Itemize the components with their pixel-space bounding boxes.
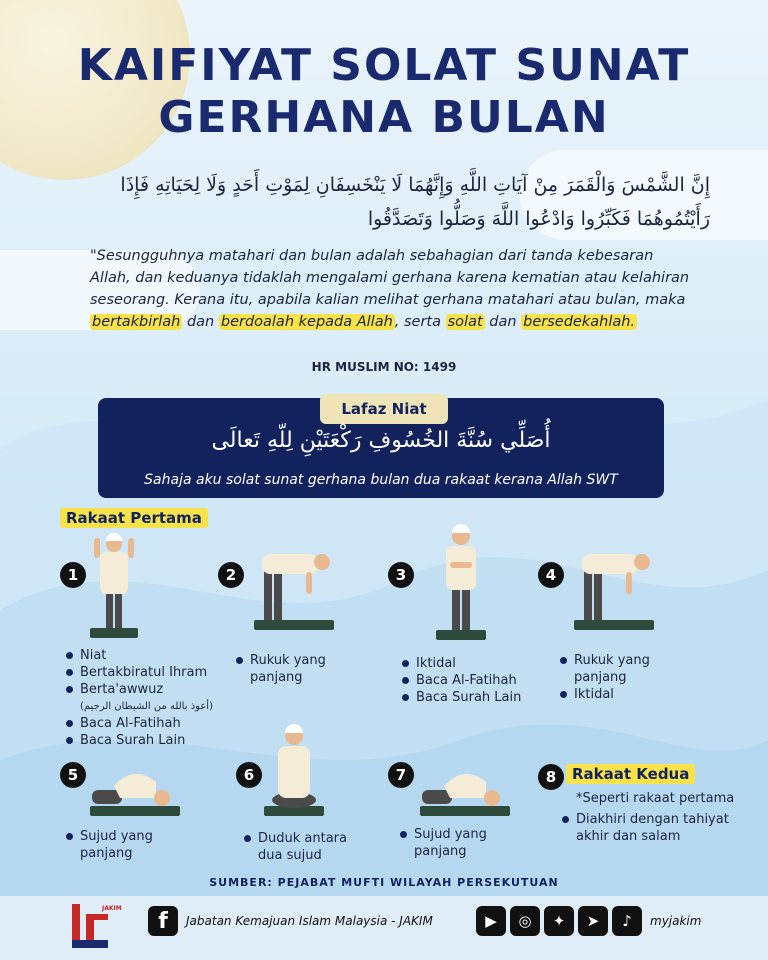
sujud-figure — [414, 756, 514, 818]
list-item: (أعوذ بالله من الشيطان الرجيم) — [80, 701, 213, 712]
title-line-2: GERHANA BULAN — [158, 92, 610, 143]
translation-text: , serta — [394, 314, 446, 330]
youtube-icon[interactable]: ▶ — [476, 906, 506, 936]
list-item: Baca Al-Fatihah — [402, 672, 521, 689]
step-7-list — [400, 826, 520, 860]
sujud-figure — [84, 756, 184, 818]
niat-label: Lafaz Niat — [320, 394, 448, 424]
step-number: 1 — [60, 562, 86, 588]
list-item: Baca Surah Lain — [402, 689, 521, 706]
twitter-icon[interactable]: ✦ — [544, 906, 574, 936]
step-8-list — [562, 790, 742, 845]
instagram-icon[interactable]: ◎ — [510, 906, 540, 936]
niat-translation: Sahaja aku solat sunat gerhana bulan dua rakaat kerana Allah SWT — [144, 472, 618, 488]
list-item: Sujud yang panjang — [66, 828, 186, 862]
tiktok-icon[interactable]: ♪ — [612, 906, 642, 936]
list-item: Sujud yang panjang — [400, 826, 520, 860]
list-item: Diakhiri dengan tahiyat akhir dan salam — [562, 811, 742, 845]
highlight-text: bertakbirlah — [92, 314, 181, 330]
step-1-list — [66, 647, 213, 749]
list-item: Niat — [66, 647, 213, 664]
list-item: Iktidal — [402, 655, 521, 672]
list-item: Iktidal — [560, 686, 670, 703]
step-3-list — [402, 655, 521, 706]
page-title — [0, 40, 768, 144]
section-rakaat-kedua: Rakaat Kedua — [566, 764, 695, 784]
facebook-icon[interactable]: f — [148, 906, 178, 936]
hadith-translation — [90, 245, 690, 333]
hadith-source: HR MUSLIM NO: 1499 — [311, 360, 457, 374]
highlight-text: berdoalah kepada Allah — [220, 314, 393, 330]
rukuk-figure — [564, 540, 664, 632]
list-item: Rukuk yang panjang — [236, 652, 346, 686]
step-number: 7 — [388, 762, 414, 788]
niat-arabic: أُصَلِّي سُنَّةَ الخُسُوفِ رَكْعَتَيْنِ لِلّهِ تَعالَى — [211, 428, 551, 453]
list-item: Duduk antara dua sujud — [244, 830, 374, 864]
list-item: Baca Al-Fatihah — [66, 715, 213, 732]
standing-takbir-figure — [84, 530, 144, 640]
social-handle: myjakim — [650, 914, 702, 928]
list-item: Baca Surah Lain — [66, 732, 213, 749]
telegram-icon[interactable]: ➤ — [578, 906, 608, 936]
source-credit: SUMBER: PEJABAT MUFTI WILAYAH PERSEKUTUAN — [209, 876, 559, 889]
jakim-logo-text: JAKIM — [102, 905, 122, 912]
facebook-label[interactable]: Jabatan Kemajuan Islam Malaysia - JAKIM — [186, 914, 433, 928]
section-rakaat-pertama: Rakaat Pertama — [60, 508, 208, 528]
step-2-list — [236, 652, 346, 686]
rukuk-figure — [244, 540, 344, 632]
list-item: *Seperti rakaat pertama — [576, 791, 735, 806]
step-number: 3 — [388, 562, 414, 588]
list-item: Rukuk yang panjang — [560, 652, 670, 686]
step-6-list — [244, 830, 374, 864]
hadith-arabic: إِنَّ الشَّمْسَ وَالْقَمَرَ مِنْ آيَاتِ اللَّهِ وَإِنَّهُمَا لَا يَنْخَسِفَانِ لِمَوْتِ أَحَدٍ وَلَا لِحَيَاتِهِ فَإِذَا رَأَيْتُمُوهُمَا فَكَبِّرُوا وَادْعُوا اللَّهَ وَصَلُّوا وَتَصَدَّقُوا — [120, 174, 710, 230]
step-4-list — [560, 652, 670, 703]
step-number: 4 — [538, 562, 564, 588]
translation-text: dan — [182, 314, 219, 330]
highlight-text: solat — [447, 314, 483, 330]
list-item: Berta'awwuz — [66, 681, 213, 698]
step-number: 6 — [236, 762, 262, 788]
step-5-list — [66, 828, 186, 862]
standing-figure — [426, 522, 496, 642]
step-number: 8 — [538, 764, 564, 790]
translation-text: "Sesungguhnya matahari dan bulan adalah sebahagian dari tanda kebesaran Allah, dan keduanya tidaklah mengalami gerhana karena kematian atau kelahiran seseorang. Kerana itu, apabila kalian melihat gerhana matahari atau bulan, maka — [90, 248, 690, 308]
step-number: 5 — [60, 762, 86, 788]
title-line-1: KAIFIYAT SOLAT SUNAT — [77, 40, 691, 91]
step-number: 2 — [218, 562, 244, 588]
highlight-text: bersedekahlah. — [523, 314, 636, 330]
translation-text: dan — [484, 314, 522, 330]
list-item: Bertakbiratul Ihram — [66, 664, 213, 681]
sitting-figure — [262, 720, 326, 820]
